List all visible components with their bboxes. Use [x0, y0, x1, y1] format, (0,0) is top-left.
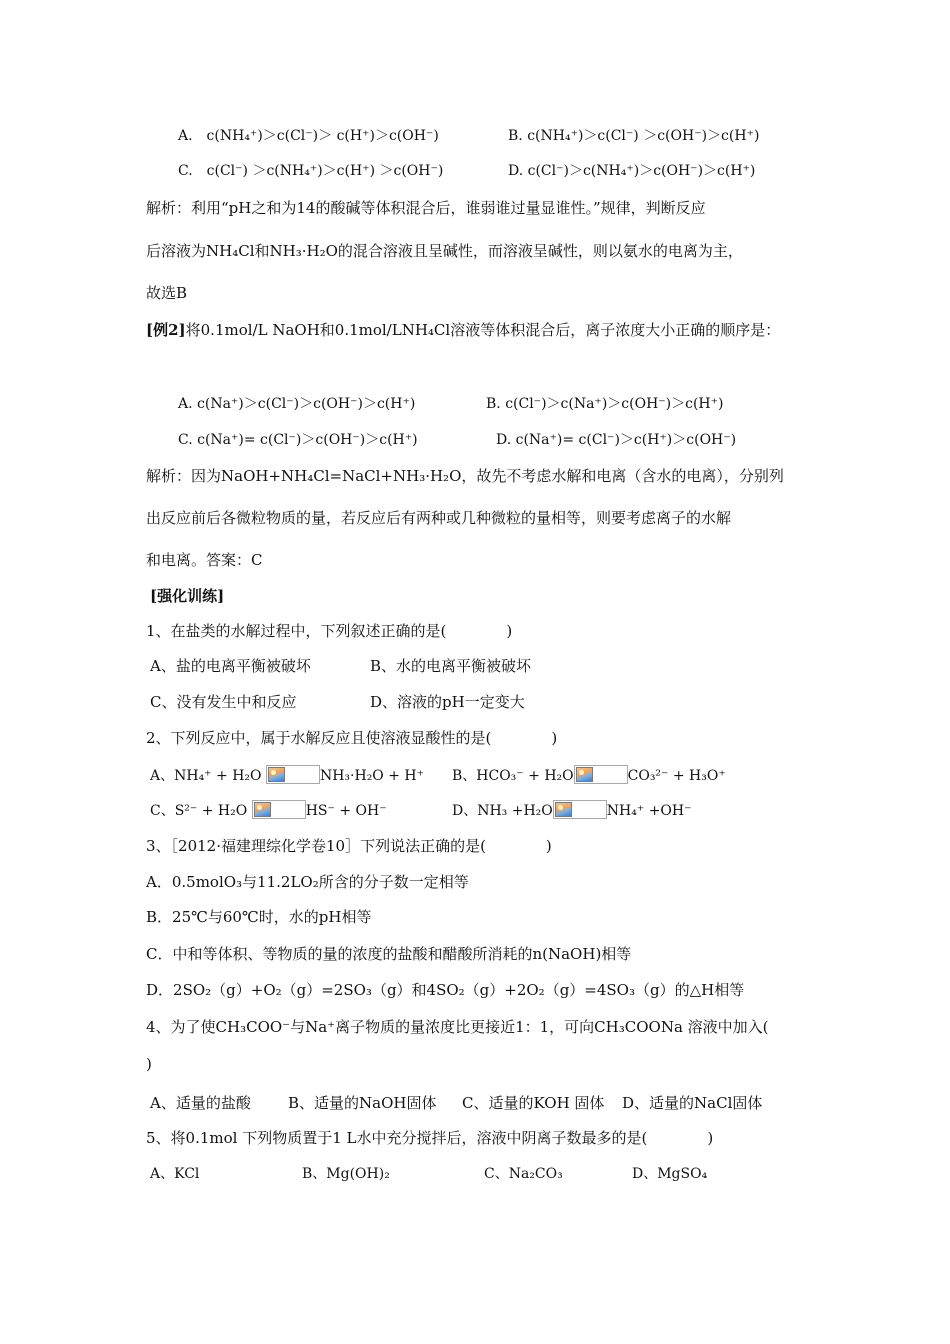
example2-stem-line	[146, 320, 780, 340]
q1-option-c: C、没有发生中和反应	[150, 693, 297, 711]
prev-option-d: D. c(Cl⁻)＞c(NH₄⁺)＞c(OH⁻)＞c(H⁺)	[508, 163, 756, 179]
q5-option-b: B、Mg(OH)₂	[302, 1166, 390, 1182]
q3-stem: 3、［2012·福建理综化学卷10］下列说法正确的是( )	[146, 837, 552, 855]
q4-stem: 4、为了使CH₃COO⁻与Na⁺离子物质的量浓度比更接近1：1，可向CH₃COONa 溶液中加入(	[146, 1018, 769, 1036]
q4-option-d: D、适量的NaCl固体	[622, 1094, 763, 1112]
q2-option-b-left: B、HCO₃⁻ + H₂O	[452, 768, 574, 784]
example2-option-b: B. c(Cl⁻)＞c(Na⁺)＞c(OH⁻)＞c(H⁺)	[486, 396, 724, 412]
q2-option-d	[452, 800, 692, 821]
q4-option-c: C、适量的KOH 固体	[462, 1094, 605, 1112]
q4-option-a: A、适量的盐酸	[150, 1094, 251, 1112]
q1-option-d: D、溶液的pH一定变大	[370, 693, 525, 711]
prev-analysis-line-3: 故选B	[146, 284, 188, 302]
q2-option-d-right: NH₄⁺ +OH⁻	[606, 803, 692, 819]
example2-analysis-line-2: 出反应前后各微粒物质的量，若反应后有两种或几种微粒的量相等，则要考虑离子的水解	[146, 509, 732, 527]
q3-option-c: C．中和等体积、等物质的量的浓度的盐酸和醋酸所消耗的n(NaOH)相等	[146, 945, 632, 963]
prev-analysis-line-1: 解析：利用“pH之和为14的酸碱等体积混合后，谁弱谁过量显谁性。”规律，判断反应	[146, 199, 706, 217]
prev-option-a: A. c(NH₄⁺)＞c(Cl⁻)＞ c(H⁺)＞c(OH⁻)	[178, 128, 439, 144]
example2-option-d: D. c(Na⁺)= c(Cl⁻)＞c(H⁺)＞c(OH⁻)	[496, 432, 737, 448]
q2-stem: 2、下列反应中，属于水解反应且使溶液显酸性的是( )	[146, 729, 558, 747]
q2-option-a-left: A、NH₄⁺ + H₂O	[150, 768, 262, 784]
q2-option-a	[150, 765, 424, 786]
example2-analysis-line-3: 和电离。答案：C	[146, 551, 263, 569]
prev-analysis-line-2: 后溶液为NH₄Cl和NH₃·H₂O的混合溶液且呈碱性，而溶液呈碱性，则以氨水的电离为主，	[146, 242, 743, 260]
broken-image-icon	[266, 765, 320, 784]
q2-option-d-left: D、NH₃ +H₂O	[452, 803, 553, 819]
q5-option-d: D、MgSO₄	[632, 1166, 708, 1182]
example2-stem: 将0.1mol/L NaOH和0.1mol/LNH₄Cl溶液等体积混合后，离子浓度大小正确的顺序是：	[185, 321, 781, 339]
q1-option-b: B、水的电离平衡被破坏	[370, 657, 532, 675]
q1-stem: 1、在盐类的水解过程中，下列叙述正确的是( )	[146, 622, 513, 640]
q5-stem: 5、将0.1mol 下列物质置于1 L水中充分搅拌后，溶液中阴离子数最多的是( )	[146, 1129, 714, 1147]
q3-option-d: D．2SO₂（g）+O₂（g）=2SO₃（g）和4SO₂（g）+2O₂（g）=4SO₃（g）的△H相等	[146, 981, 745, 999]
broken-image-icon	[553, 800, 607, 819]
q5-option-c: C、Na₂CO₃	[484, 1166, 563, 1182]
q1-option-a: A、盐的电离平衡被破坏	[150, 657, 311, 675]
q2-option-a-right: NH₃·H₂O + H⁺	[319, 768, 425, 784]
broken-image-icon	[252, 800, 306, 819]
prev-option-b: B. c(NH₄⁺)＞c(Cl⁻) ＞c(OH⁻)＞c(H⁺)	[508, 128, 760, 144]
q5-option-a: A、KCl	[150, 1166, 200, 1182]
q2-option-c-right: HS⁻ + OH⁻	[305, 803, 387, 819]
example2-option-c: C. c(Na⁺)= c(Cl⁻)＞c(OH⁻)＞c(H⁺)	[178, 432, 418, 448]
q3-option-a: A．0.5molO₃与11.2LO₂所含的分子数一定相等	[146, 873, 469, 891]
q2-option-b-right: CO₃²⁻ + H₃O⁺	[627, 768, 726, 784]
prev-option-c: C. c(Cl⁻) ＞c(NH₄⁺)＞c(H⁺) ＞c(OH⁻)	[178, 163, 444, 179]
q2-option-c	[150, 800, 387, 821]
q2-option-c-left: C、S²⁻ + H₂O	[150, 803, 248, 819]
q4-option-b: B、适量的NaOH固体	[288, 1094, 437, 1112]
q2-option-b	[452, 765, 726, 786]
section-heading: [强化训练]	[150, 587, 225, 605]
example2-label: [例2]	[146, 321, 186, 339]
example2-analysis-line-1: 解析：因为NaOH+NH₄Cl=NaCl+NH₃·H₂O，故先不考虑水解和电离（含水的电离），分别列	[146, 467, 784, 485]
broken-image-icon	[574, 765, 628, 784]
q3-option-b: B．25℃与60℃时，水的pH相等	[146, 908, 372, 926]
q4-stem-cont: )	[146, 1055, 152, 1073]
example2-option-a: A. c(Na⁺)＞c(Cl⁻)＞c(OH⁻)＞c(H⁺)	[178, 396, 416, 412]
